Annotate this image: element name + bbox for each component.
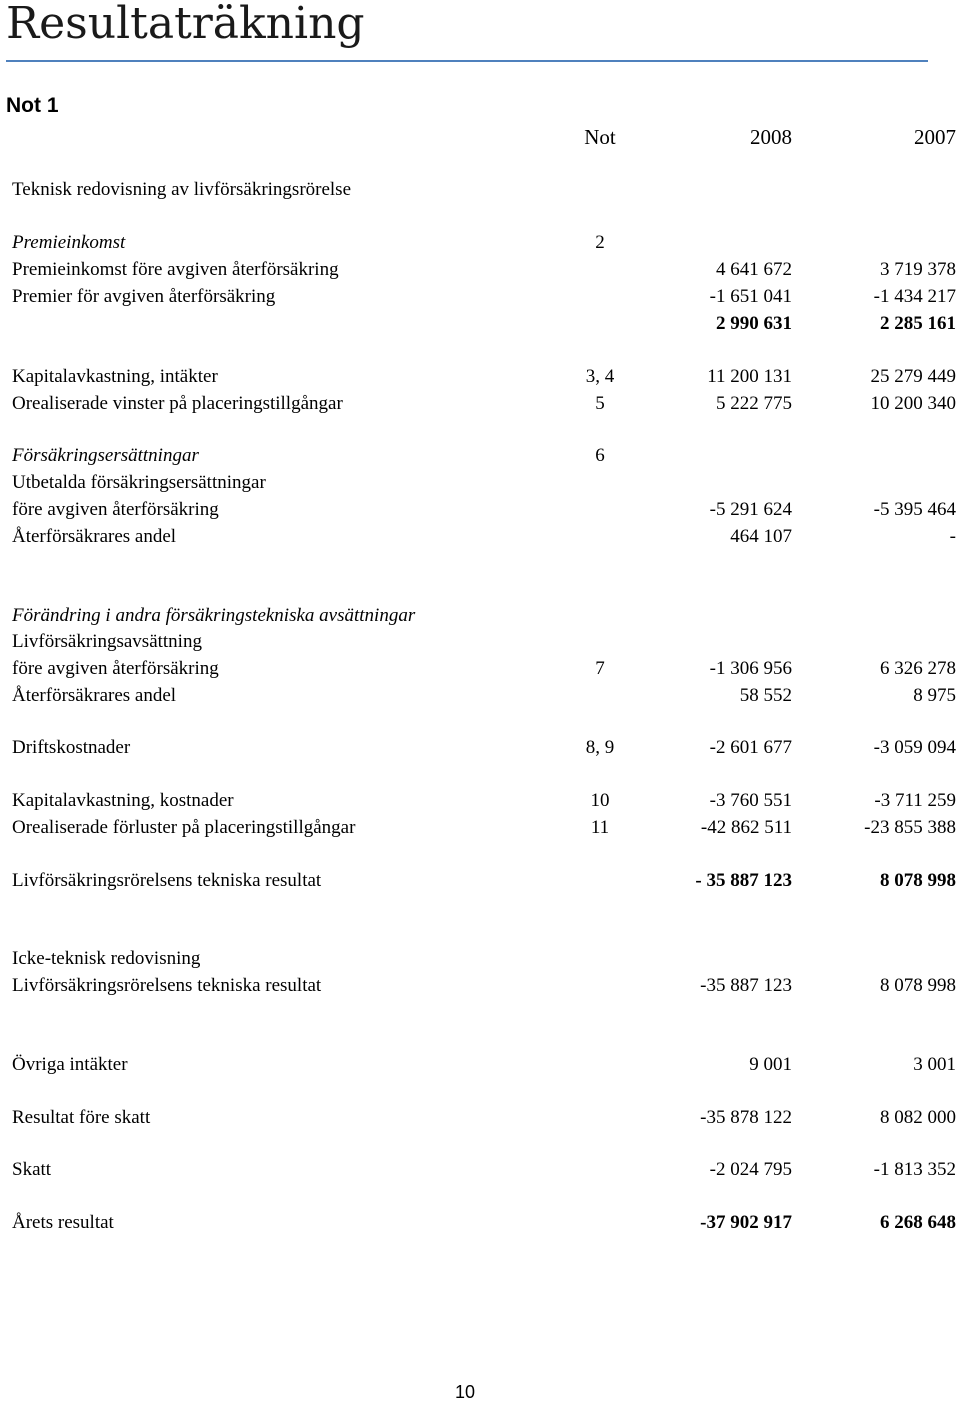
row-value-2007: 2 285 161 (880, 313, 956, 334)
row-label: Livförsäkringsrörelsens tekniska resultat (12, 975, 322, 996)
table-row (0, 735, 960, 761)
row-label: Resultat före skatt (12, 1107, 151, 1128)
title-underline (6, 60, 928, 62)
row-value-2007: 6 268 648 (880, 1212, 956, 1233)
row-value-2008: -35 887 123 (700, 975, 792, 996)
row-label: Teknisk redovisning av livförsäkringsrörelse (12, 179, 352, 200)
table-row (0, 364, 960, 390)
row-value-2007: 3 001 (913, 1054, 956, 1075)
table-row (0, 815, 960, 841)
row-note: 2 (595, 232, 605, 253)
row-label: Orealiserade förluster på placeringstillgångar (12, 817, 356, 838)
row-label: Utbetalda försäkringsersättningar (12, 472, 266, 493)
row-label: Premieinkomst (12, 232, 126, 253)
table-row (0, 656, 960, 682)
subtotal-row (0, 311, 960, 337)
table-row (0, 788, 960, 814)
table-row (0, 1210, 960, 1236)
row-value-2008: -3 760 551 (709, 790, 792, 811)
row-value-2007: 8 975 (913, 685, 956, 706)
row-value-2008: - 35 887 123 (695, 870, 792, 891)
row-label: Återförsäkrares andel (12, 526, 177, 547)
table-row (0, 1157, 960, 1183)
row-label: Förändring i andra försäkringstekniska avsättningar (12, 605, 416, 626)
row-note: 6 (595, 445, 605, 466)
row-label: Försäkringsersättningar (12, 445, 199, 466)
table-row (0, 868, 960, 894)
row-label: Driftskostnader (12, 737, 131, 758)
row-label: före avgiven återförsäkring (12, 499, 219, 520)
row-value-2008: -1 306 956 (709, 658, 792, 679)
row-value-2007: -3 059 094 (873, 737, 956, 758)
table-row (0, 1105, 960, 1131)
row-value-2007: 6 326 278 (880, 658, 956, 679)
row-note: 10 (590, 790, 610, 811)
table-row (0, 946, 960, 972)
row-value-2007: -1 813 352 (873, 1159, 956, 1180)
section-label: Not 1 (6, 94, 59, 117)
row-label: före avgiven återförsäkring (12, 658, 219, 679)
row-value-2007: -1 434 217 (873, 286, 956, 307)
table-row (0, 177, 960, 203)
column-header-2007: 2007 (914, 125, 956, 149)
row-label: Årets resultat (12, 1212, 114, 1233)
table-row (0, 973, 960, 999)
table-row (0, 230, 960, 256)
table-row (0, 629, 960, 655)
page-title: Resultaträkning (6, 0, 365, 49)
row-value-2008: 2 990 631 (716, 313, 792, 334)
row-value-2008: -2 024 795 (709, 1159, 792, 1180)
row-value-2008: -42 862 511 (700, 817, 792, 838)
row-label: Livförsäkringsavsättning (12, 631, 202, 652)
row-label: Återförsäkrares andel (12, 685, 177, 706)
row-note: 8, 9 (585, 737, 615, 758)
column-header-2008: 2008 (750, 125, 792, 149)
row-value-2008: 464 107 (730, 526, 792, 547)
row-value-2007: 25 279 449 (870, 366, 956, 387)
row-value-2008: -1 651 041 (709, 286, 792, 307)
row-label: Skatt (12, 1159, 52, 1180)
row-note: 11 (590, 817, 610, 838)
row-value-2007: 10 200 340 (870, 393, 956, 414)
row-note: 7 (595, 658, 605, 679)
row-value-2008: 4 641 672 (716, 259, 792, 280)
table-row (0, 1052, 960, 1078)
row-value-2007: 3 719 378 (880, 259, 956, 280)
column-header-note: Not (584, 125, 616, 149)
table-row (0, 284, 960, 310)
row-value-2007: - (949, 526, 956, 547)
row-value-2007: -23 855 388 (864, 817, 956, 838)
row-label: Premier för avgiven återförsäkring (12, 286, 276, 307)
row-value-2007: -3 711 259 (874, 790, 956, 811)
row-label: Orealiserade vinster på placeringstillgångar (12, 393, 343, 414)
row-value-2007: 8 078 998 (880, 975, 956, 996)
table-row (0, 497, 960, 523)
row-value-2008: -35 878 122 (700, 1107, 792, 1128)
row-value-2008: -2 601 677 (709, 737, 792, 758)
table-row (0, 524, 960, 550)
row-label: Kapitalavkastning, intäkter (12, 366, 218, 387)
table-row (0, 443, 960, 469)
row-label: Övriga intäkter (12, 1054, 128, 1075)
row-note: 3, 4 (585, 366, 615, 387)
column-header-row (0, 124, 960, 150)
row-value-2007: -5 395 464 (873, 499, 956, 520)
table-row (0, 257, 960, 283)
row-value-2007: 8 082 000 (880, 1107, 956, 1128)
row-note: 5 (595, 393, 605, 414)
row-label: Icke-teknisk redovisning (12, 948, 201, 969)
row-value-2008: 11 200 131 (707, 366, 792, 387)
row-value-2008: -37 902 917 (700, 1212, 792, 1233)
row-value-2008: -5 291 624 (709, 499, 792, 520)
row-label: Kapitalavkastning, kostnader (12, 790, 234, 811)
table-row (0, 470, 960, 496)
row-value-2008: 5 222 775 (716, 393, 792, 414)
table-row (0, 391, 960, 417)
table-row (0, 603, 960, 629)
row-label: Livförsäkringsrörelsens tekniska resultat (12, 870, 322, 891)
page-number: 10 (454, 1382, 476, 1402)
row-value-2008: 58 552 (739, 685, 792, 706)
row-value-2008: 9 001 (749, 1054, 792, 1075)
table-row (0, 683, 960, 709)
row-label: Premieinkomst före avgiven återförsäkring (12, 259, 339, 280)
row-value-2007: 8 078 998 (880, 870, 956, 891)
